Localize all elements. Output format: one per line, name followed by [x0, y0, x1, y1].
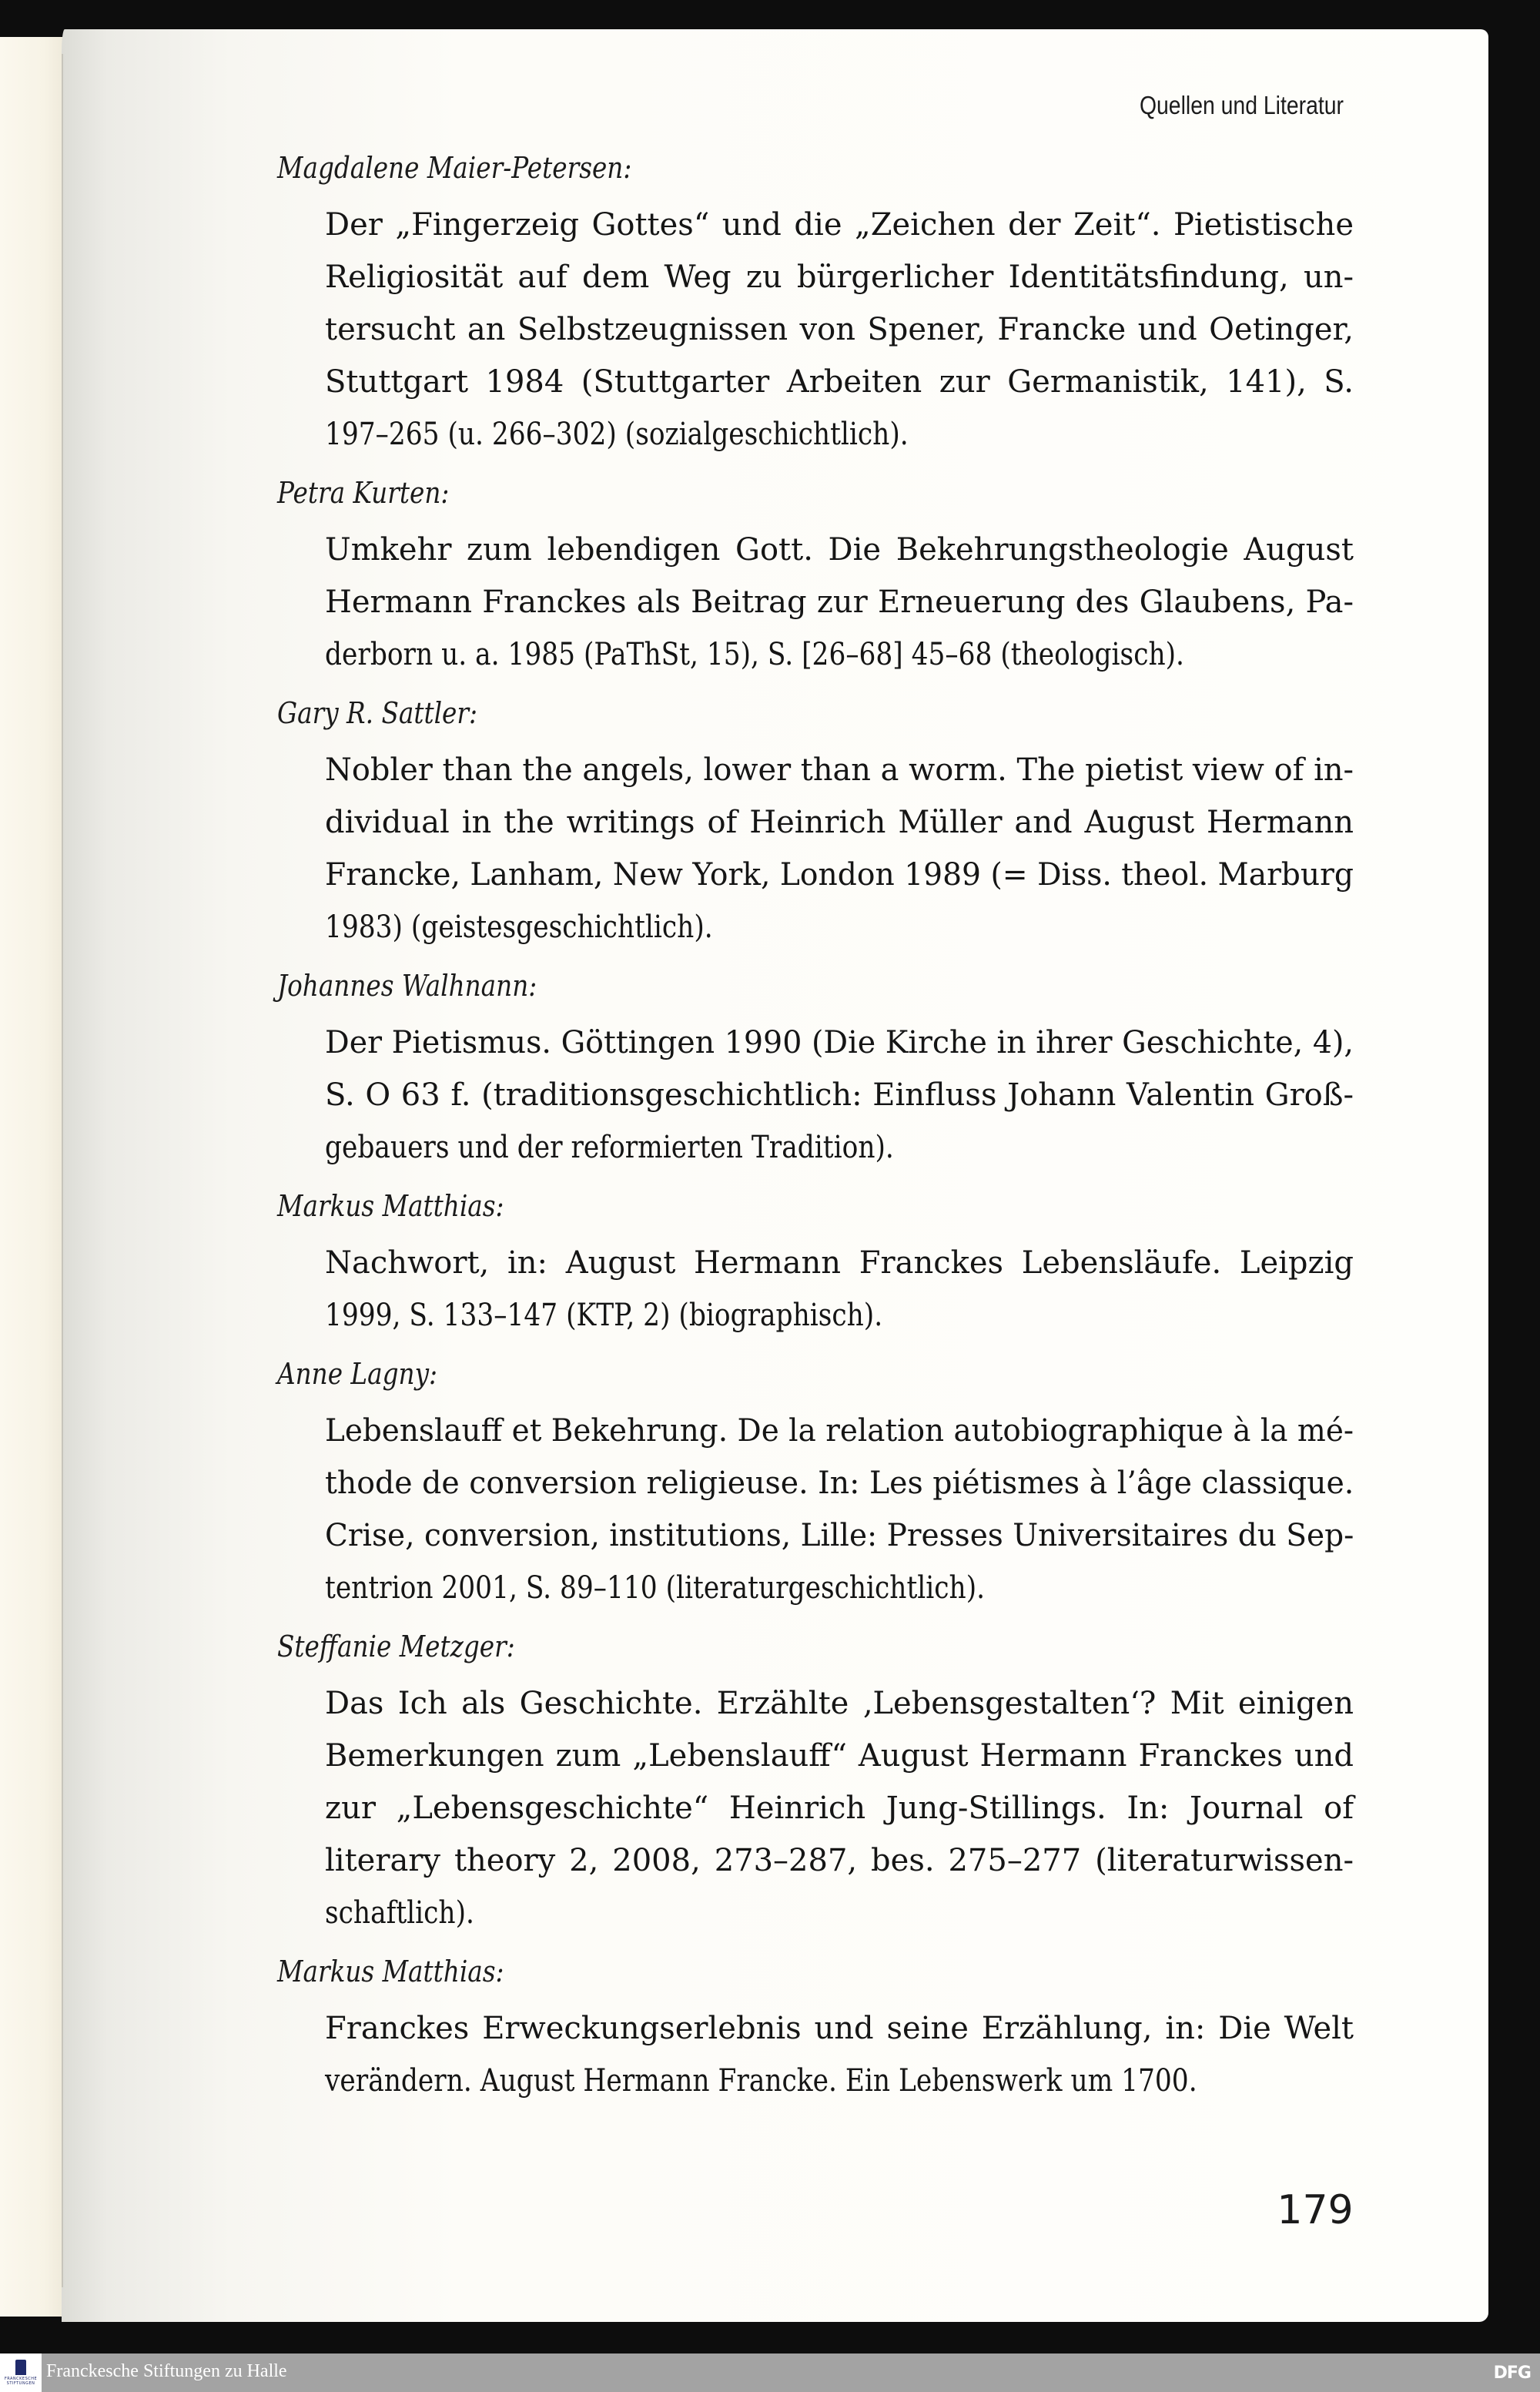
entry-author: Markus Matthias:	[277, 1955, 504, 1988]
bibliography-entry	[277, 476, 1355, 681]
entry-author: Markus Matthias:	[277, 1189, 504, 1223]
citation-line: 1999, S. 133–147 (KTP, 2) (biographisch).	[325, 1298, 883, 1333]
entry-citation	[325, 1017, 1354, 1174]
bibliography-list	[277, 151, 1355, 2122]
entry-citation	[325, 524, 1354, 681]
bibliography-entry	[277, 1357, 1355, 1614]
bibliography-entry	[277, 1630, 1355, 1939]
citation-line: verändern. August Hermann Francke. Ein Lebenswerk um 1700.	[325, 2063, 1197, 2099]
entry-author: Johannes Walhnann:	[277, 969, 537, 1003]
entry-author: Magdalene Maier-Petersen:	[277, 151, 632, 185]
facing-page-edge	[0, 37, 63, 2317]
citation-line: Bemerkungen zum „Lebenslauff“ August Hermann Franckes und	[325, 1738, 1354, 1774]
footer-bar	[0, 2353, 1540, 2392]
citation-line: Crise, conversion, institutions, Lille: Presses Universitaires du Sep-	[325, 1518, 1354, 1553]
citation-line: gebauers und der reformierten Tradition).	[325, 1130, 894, 1165]
citation-line: Religiosität auf dem Weg zu bürgerlicher Identitätsfindung, un-	[325, 260, 1354, 295]
citation-line: derborn u. a. 1985 (PaThSt, 15), S. [26–68] 45–68 (theologisch).	[325, 637, 1184, 672]
running-head: Quellen und Literatur	[1139, 91, 1344, 119]
citation-line: Franckes Erweckungserlebnis und seine Erzählung, in: Die Welt	[325, 2011, 1354, 2046]
logo-figure-icon	[15, 2360, 26, 2375]
citation-line: S. O 63 f. (traditionsgeschichtlich: Einfluss Johann Valentin Groß-	[325, 1077, 1354, 1113]
entry-author: Anne Lagny:	[277, 1357, 438, 1391]
citation-line: Lebenslauff et Bekehrung. De la relation autobiographique à la mé-	[325, 1413, 1354, 1449]
citation-line: Der Pietismus. Göttingen 1990 (Die Kirche in ihrer Geschichte, 4),	[325, 1025, 1354, 1060]
citation-line: 1983) (geistesgeschichtlich).	[325, 910, 713, 945]
citation-line: tentrion 2001, S. 89–110 (literaturgeschichtlich).	[325, 1570, 986, 1606]
citation-line: literary theory 2, 2008, 273–287, bes. 275–277 (literaturwissen-	[325, 1843, 1354, 1878]
bibliography-entry	[277, 696, 1355, 953]
page-gutter	[62, 54, 63, 2287]
citation-line: tersucht an Selbstzeugnissen von Spener, Francke und Oetinger,	[325, 312, 1354, 347]
institution-name: Franckesche Stiftungen zu Halle	[46, 2361, 287, 2381]
citation-line: dividual in the writings of Heinrich Müller and August Hermann	[325, 805, 1354, 840]
bibliography-entry	[277, 151, 1355, 461]
entry-citation	[325, 199, 1354, 461]
logo-text-line-1: FRANCKESCHE	[4, 2377, 38, 2381]
logo-text-line-2: STIFTUNGEN	[6, 2381, 35, 2386]
entry-citation	[325, 744, 1354, 953]
entry-author: Steffanie Metzger:	[277, 1630, 515, 1663]
entry-citation	[325, 2002, 1354, 2107]
citation-line: 197–265 (u. 266–302) (sozialgeschichtlich).	[325, 417, 909, 452]
page-number: 179	[1277, 2187, 1354, 2233]
entry-author: Petra Kurten:	[277, 476, 450, 510]
bibliography-entry	[277, 1955, 1355, 2107]
bibliography-entry	[277, 969, 1355, 1174]
entry-author: Gary R. Sattler:	[277, 696, 478, 730]
citation-line: Stuttgart 1984 (Stuttgarter Arbeiten zur Germanistik, 141), S.	[325, 364, 1354, 400]
citation-line: schaftlich).	[325, 1895, 474, 1931]
entry-citation	[325, 1405, 1354, 1614]
entry-citation	[325, 1237, 1354, 1342]
bibliography-entry	[277, 1189, 1355, 1342]
citation-line: Das Ich als Geschichte. Erzählte ‚Lebensgestalten‘? Mit einigen	[325, 1686, 1354, 1721]
dfg-logo[interactable]: DFG	[1493, 2364, 1531, 2383]
citation-line: Umkehr zum lebendigen Gott. Die Bekehrungstheologie August	[325, 532, 1354, 568]
entry-citation	[325, 1677, 1354, 1939]
citation-line: Nachwort, in: August Hermann Franckes Lebensläufe. Leipzig	[325, 1245, 1354, 1281]
citation-line: Francke, Lanham, New York, London 1989 (= Diss. theol. Marburg	[325, 857, 1354, 893]
citation-line: Nobler than the angels, lower than a worm. The pietist view of in-	[325, 752, 1354, 788]
citation-line: zur „Lebensgeschichte“ Heinrich Jung-Stillings. In: Journal of	[325, 1791, 1354, 1826]
citation-line: thode de conversion religieuse. In: Les piétismes à l’âge classique.	[325, 1466, 1354, 1501]
franckesche-stiftungen-logo[interactable]	[0, 2353, 42, 2392]
citation-line: Der „Fingerzeig Gottes“ und die „Zeichen der Zeit“. Pietistische	[325, 207, 1354, 243]
citation-line: Hermann Franckes als Beitrag zur Erneuerung des Glaubens, Pa-	[325, 585, 1354, 620]
